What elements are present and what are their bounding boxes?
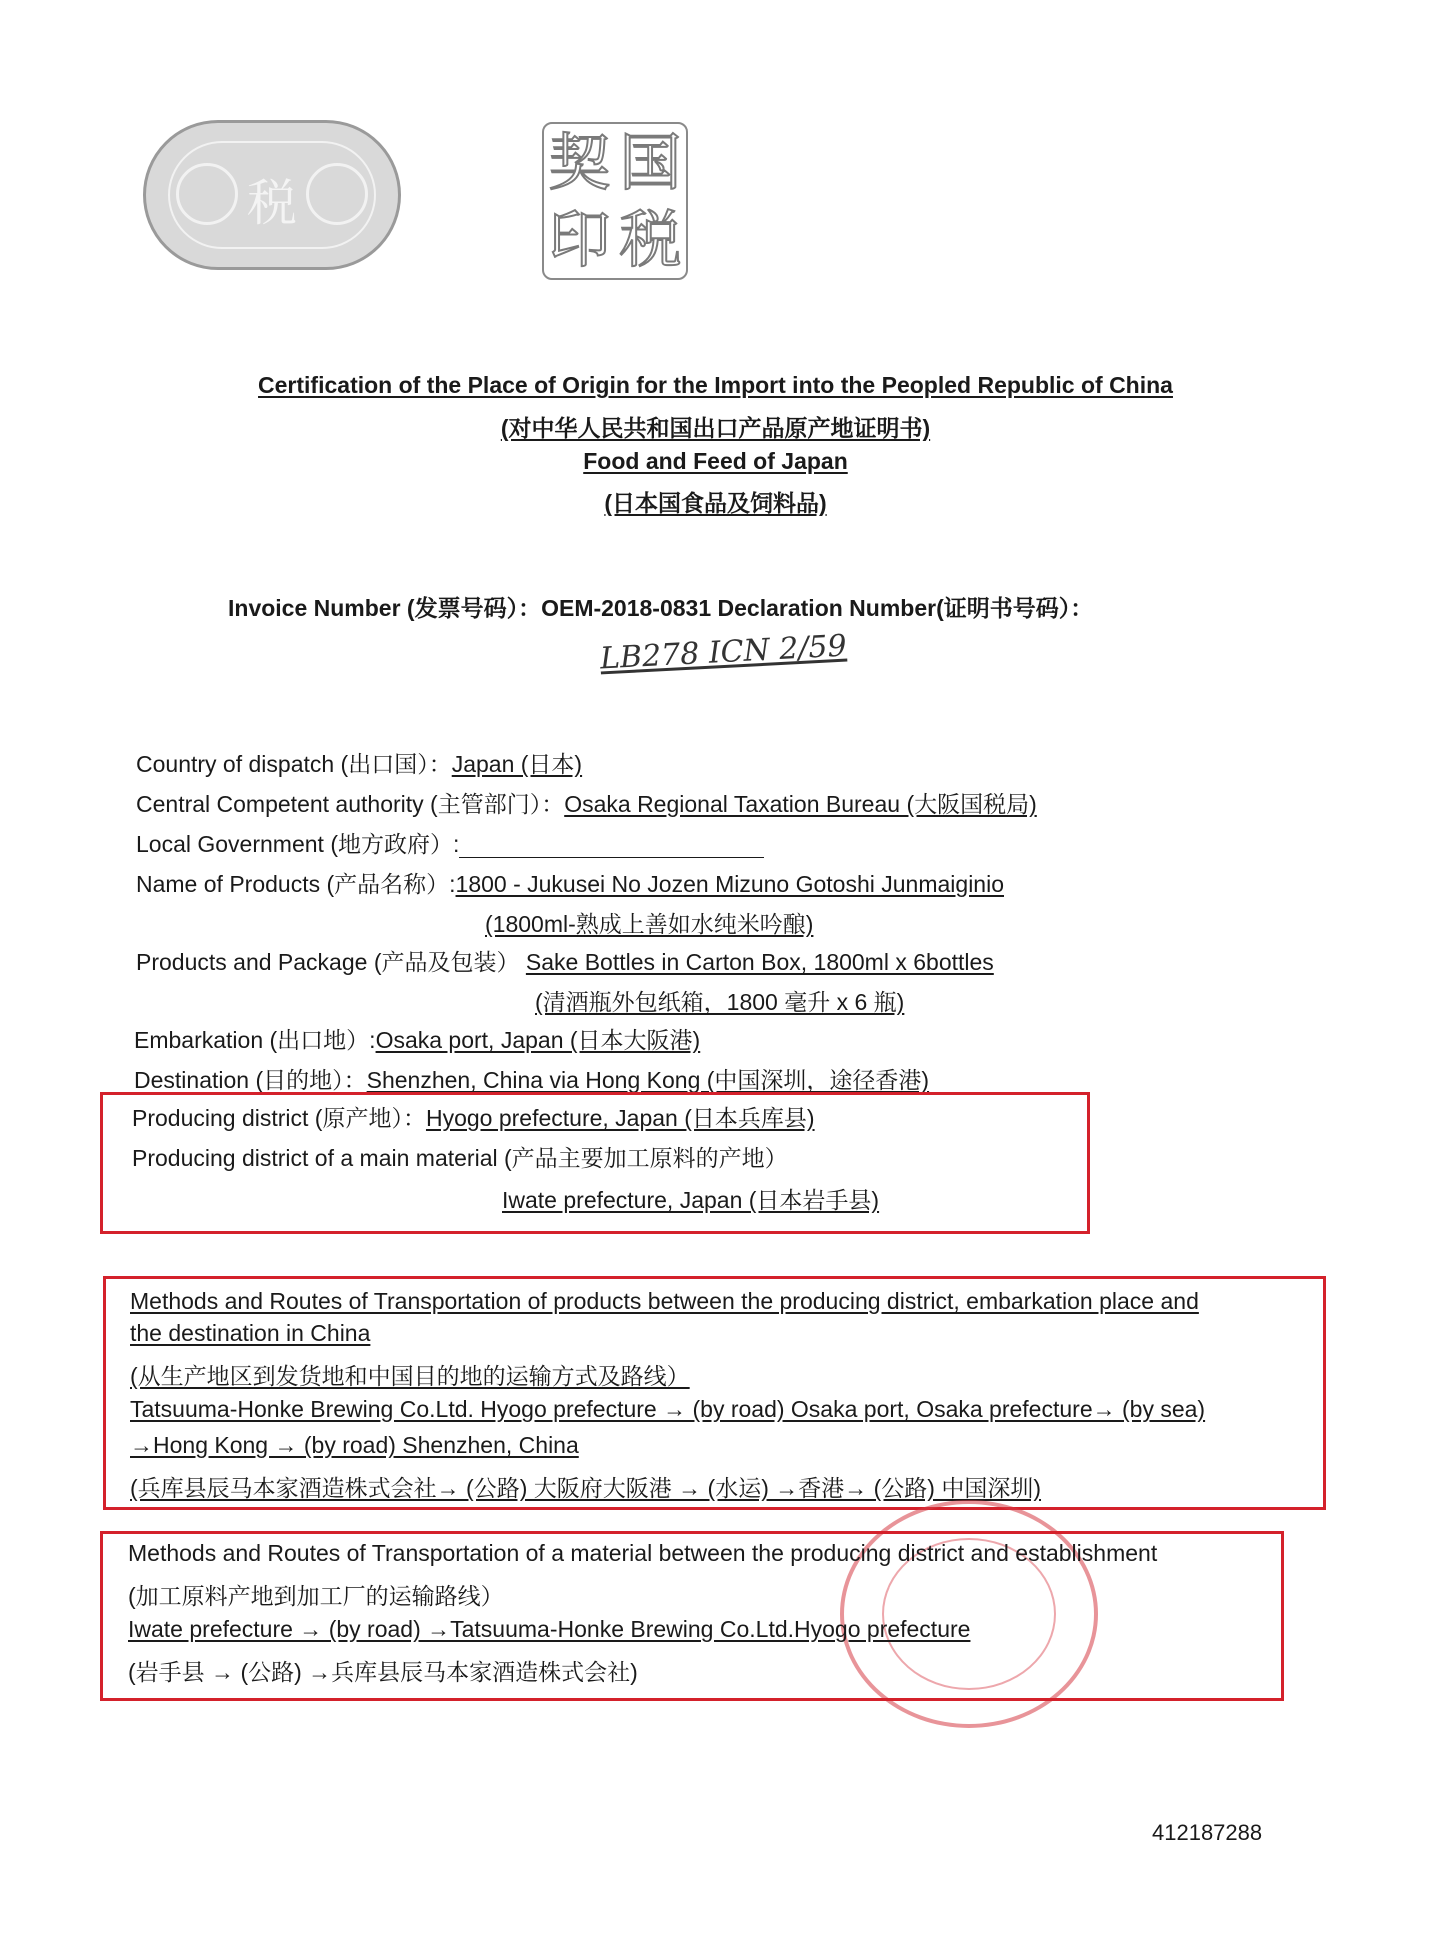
authority-label: Central Competent authority (主管部门）： (136, 791, 565, 817)
tax-stamp-oval (143, 120, 401, 270)
embark-label: Embarkation (出口地）: (134, 1027, 376, 1053)
product-transport-line3: (从生产地区到发货地和中国目的地的运输方式及路线） (130, 1363, 690, 1389)
document-subtitle-cn: (日本国食品及饲料品) (604, 490, 827, 516)
destination-value: Shenzhen, China via Hong Kong (中国深圳，途径香港) (366, 1067, 930, 1093)
product-transport-line2: the destination in China (130, 1320, 371, 1346)
document-title-cn: (对中华人民共和国出口产品原产地证明书) (500, 415, 931, 441)
material-label: Producing district of a main material (产品主要加工原料的产地） (132, 1145, 788, 1171)
dispatch-value: Japan (日本) (451, 751, 583, 777)
stamp-char: 印 (548, 202, 611, 276)
declaration-number-handwritten: LB278 ICN 2/59 (599, 628, 848, 677)
embark-value: Osaka port, Japan (日本大阪港) (375, 1027, 701, 1053)
package-row (136, 944, 994, 977)
material-transport-line4: (岩手县 → (公路) →兵库县辰马本家酒造株式会社) (128, 1659, 638, 1685)
material-transport-line1: Methods and Routes of Transportation of a material between the producing district and establishment (128, 1540, 1158, 1566)
material-value: Iwate prefecture, Japan (日本岩手县) (502, 1187, 880, 1213)
local-gov-row (136, 826, 764, 859)
stamp-char: 国 (619, 125, 682, 199)
material-transport-line2: (加工原料产地到加工厂的运输路线） (128, 1583, 504, 1609)
document-number: 412187288 (1152, 1820, 1263, 1845)
stamp-char: 税 (619, 202, 682, 276)
package-value-cn: (清酒瓶外包纸箱，1800 毫升 x 6 瓶) (535, 989, 905, 1015)
product-transport-line5: →Hong Kong → (by road) Shenzhen, China (130, 1432, 579, 1458)
products-label: Name of Products (产品名称）: (136, 871, 456, 897)
authority-value: Osaka Regional Taxation Bureau (大阪国税局) (564, 791, 1037, 817)
package-label: Products and Package (产品及包装） (136, 949, 520, 975)
stamp-char: 契 (548, 125, 611, 199)
product-transport-line6: (兵库县辰马本家酒造株式会社→ (公路) 大阪府大阪港 → (水运) →香港→ (公路) 中国深圳) (130, 1475, 1042, 1501)
document-title: Certification of the Place of Origin for the Import into the Peopled Republic of China (258, 372, 1173, 398)
district-label: Producing district (原产地）： (132, 1105, 426, 1131)
product-transport-line1: Methods and Routes of Transportation of products between the producing district, embarkation place and (130, 1288, 1199, 1314)
embark-row (134, 1022, 700, 1055)
destination-row (134, 1062, 929, 1095)
district-row (132, 1100, 815, 1133)
authority-row (136, 786, 1037, 819)
local-gov-label: Local Government (地方政府）: (136, 831, 460, 857)
package-value: Sake Bottles in Carton Box, 1800ml x 6bottles (525, 949, 994, 975)
local-gov-blank (459, 837, 764, 858)
material-transport-line3: Iwate prefecture → (by road) →Tatsuuma-Honke Brewing Co.Ltd.Hyogo prefecture (128, 1616, 971, 1642)
products-value: 1800 - Jukusei No Jozen Mizuno Gotoshi Junmaiginio (455, 871, 1004, 897)
dispatch-row (136, 746, 582, 779)
district-value: Hyogo prefecture, Japan (日本兵库县) (425, 1105, 815, 1131)
document-subtitle: Food and Feed of Japan (583, 448, 848, 474)
products-value-cn: (1800ml-熟成上善如水纯米吟酿) (485, 911, 814, 937)
tax-stamp-square (542, 122, 688, 280)
tax-stamp-oval-char: 税 (247, 174, 297, 232)
dispatch-label: Country of dispatch (出口国）： (136, 751, 452, 777)
invoice-declaration-line: Invoice Number (发票号码）：OEM-2018-0831 Declaration Number(证明书号码）： (228, 595, 1094, 621)
product-transport-line4: Tatsuuma-Honke Brewing Co.Ltd. Hyogo prefecture → (by road) Osaka port, Osaka prefecture→ (by sea) (130, 1396, 1206, 1422)
products-row (136, 866, 1004, 899)
destination-label: Destination (目的地）： (134, 1067, 367, 1093)
